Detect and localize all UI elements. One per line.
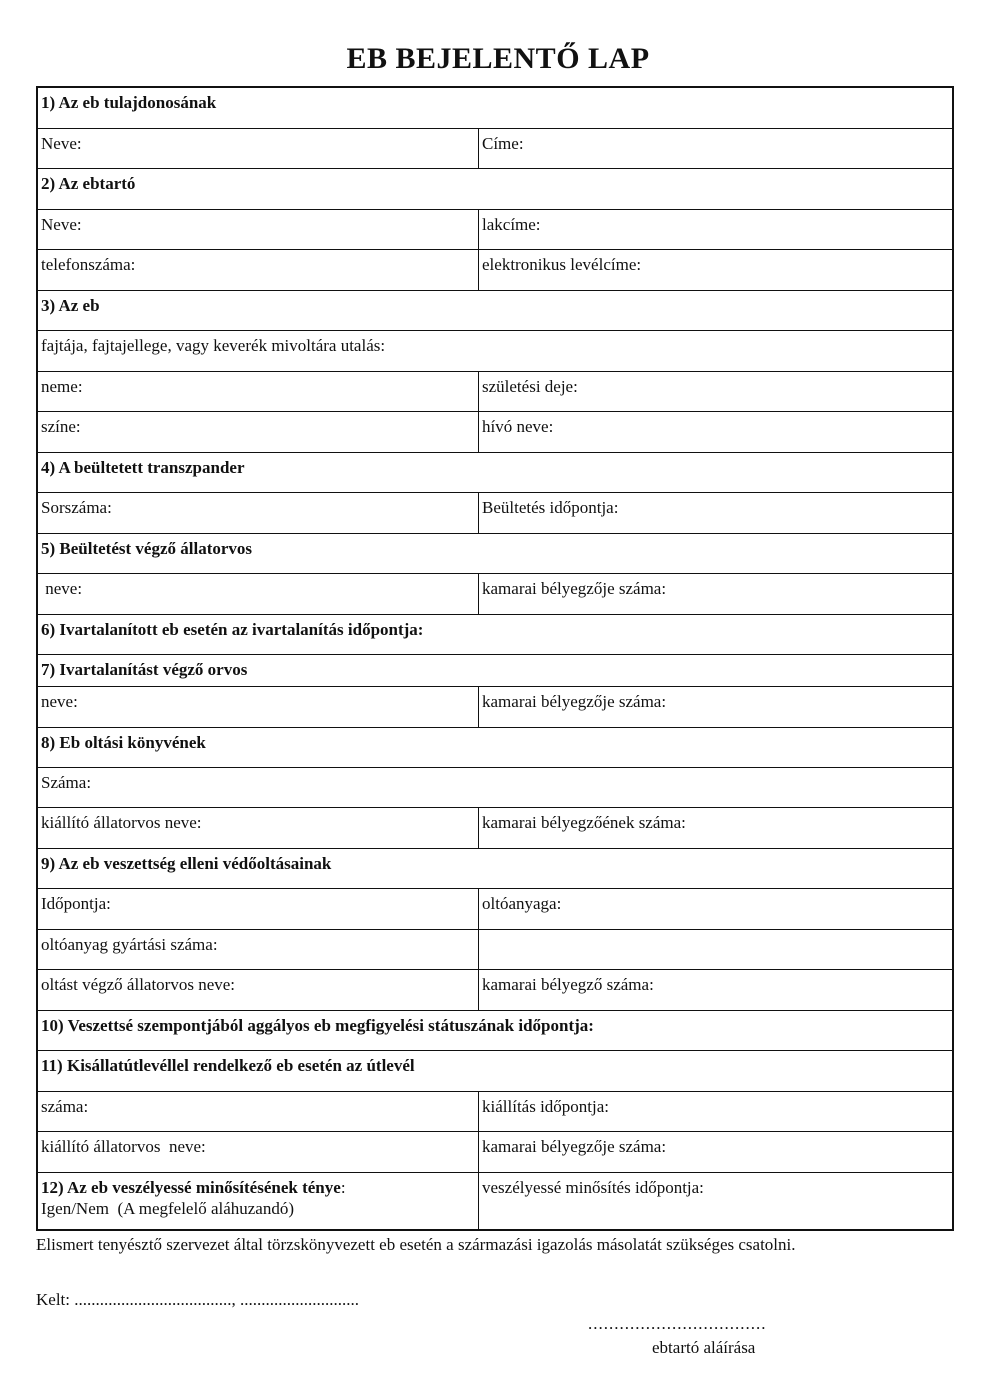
dangerous-status-field[interactable] <box>38 1173 479 1229</box>
section-11-title: 11) Kisállatútlevéllel rendelkező eb esetén az útlevél <box>41 1056 415 1075</box>
neuter-vet-stamp-field[interactable]: kamarai bélyegzője száma: <box>482 692 667 711</box>
section-3-header <box>38 290 952 330</box>
keeper-email-field[interactable]: elektronikus levélcíme: <box>482 255 642 274</box>
passport-issue-date-field[interactable]: kiállítás időpontja: <box>482 1097 610 1116</box>
dangerous-status-label: 12) Az eb veszélyessé minősítésének ténye <box>41 1178 341 1197</box>
dangerous-row <box>38 1172 952 1229</box>
passport-row-1 <box>38 1091 952 1131</box>
section-2-title: 2) Az ebtartó <box>41 174 136 193</box>
vaccination-book-vet-row <box>38 807 952 848</box>
section-1-title: 1) Az eb tulajdonosának <box>41 93 217 112</box>
dog-breed-field[interactable]: fajtája, fajtajellege, vagy keverék mivoltára utalás: <box>41 336 386 355</box>
dog-sex-field[interactable]: neme: <box>38 372 479 411</box>
neuter-vet-name-field[interactable]: neve: <box>38 687 479 727</box>
section-1-header <box>38 88 952 128</box>
dog-callname-field[interactable]: hívó neve: <box>482 417 554 436</box>
section-9-header <box>38 848 952 888</box>
section-8-title: 8) Eb oltási könyvének <box>41 733 206 752</box>
section-5-header <box>38 533 952 573</box>
passport-row-2 <box>38 1131 952 1172</box>
rabies-date-field[interactable]: Időpontja: <box>38 889 479 929</box>
page-title: EB BEJELENTŐ LAP <box>346 42 650 75</box>
vaccination-book-vet-field[interactable]: kiállító állatorvos neve: <box>38 808 479 848</box>
rabies-stamp-field[interactable]: kamarai bélyegző száma: <box>482 975 654 994</box>
implant-vet-name-field[interactable]: neve: <box>38 574 479 614</box>
keeper-row-2 <box>38 249 952 290</box>
rabies-batch-field[interactable]: oltóanyag gyártási száma: <box>38 930 479 969</box>
rabies-row-3 <box>38 969 952 1010</box>
owner-address-field[interactable]: Címe: <box>482 134 524 153</box>
registration-form-table <box>36 86 954 1231</box>
rabies-row-1 <box>38 888 952 929</box>
dog-breed-row <box>38 330 952 371</box>
section-10-header <box>38 1010 952 1050</box>
rabies-row-2 <box>38 929 952 969</box>
keeper-name-field[interactable]: Neve: <box>38 210 479 249</box>
dog-color-field[interactable]: színe: <box>38 412 479 452</box>
implant-vet-row <box>38 573 952 614</box>
neuter-vet-row <box>38 686 952 727</box>
keeper-address-field[interactable]: lakcíme: <box>482 215 541 234</box>
dangerous-status-colon: : <box>340 1178 346 1197</box>
transponder-date-field[interactable]: Beültetés időpontja: <box>482 498 619 517</box>
rabies-empty-cell[interactable] <box>479 930 952 969</box>
keeper-row-1 <box>38 209 952 249</box>
section-9-title: 9) Az eb veszettség elleni védőoltásainak <box>41 854 332 873</box>
section-11-header <box>38 1050 952 1091</box>
owner-row <box>38 128 952 168</box>
date-place-field[interactable]: Kelt: ....................................., ............................ <box>36 1290 359 1309</box>
section-5-title: 5) Beültetést végző állatorvos <box>41 539 253 558</box>
section-2-header <box>38 168 952 209</box>
signature-line[interactable]: .................................. <box>588 1314 767 1333</box>
vaccination-book-number-row <box>38 767 952 807</box>
section-7-title: 7) Ivartalanítást végző orvos <box>41 660 248 679</box>
section-4-title: 4) A beültetett transzpander <box>41 458 245 477</box>
dog-birth-field[interactable]: születési deje: <box>482 377 578 396</box>
section-3-title: 3) Az eb <box>41 296 100 315</box>
signature-label: ebtartó aláírása <box>652 1338 756 1357</box>
dangerous-status-options[interactable]: Igen/Nem (A megfelelő aláhuzandó) <box>41 1199 295 1218</box>
keeper-phone-field[interactable]: telefonszáma: <box>38 250 479 290</box>
section-10-title[interactable]: 10) Veszettsé szempontjából aggályos eb megfigyelési státuszának időpontja: <box>41 1016 594 1035</box>
rabies-vaccine-field[interactable]: oltóanyaga: <box>482 894 562 913</box>
passport-vet-field[interactable]: kiállító állatorvos neve: <box>38 1132 479 1172</box>
section-7-header <box>38 654 952 686</box>
section-8-header <box>38 727 952 767</box>
section-6-title[interactable]: 6) Ivartalanított eb esetén az ivartalanítás időpontja: <box>41 620 424 639</box>
section-6-header <box>38 614 952 654</box>
transponder-row <box>38 492 952 533</box>
section-4-header <box>38 452 952 492</box>
passport-number-field[interactable]: száma: <box>38 1092 479 1131</box>
transponder-serial-field[interactable]: Sorszáma: <box>38 493 479 533</box>
rabies-vet-field[interactable]: oltást végző állatorvos neve: <box>38 970 479 1010</box>
dog-row-2 <box>38 411 952 452</box>
dangerous-date-field[interactable]: veszélyessé minősítés időpontja: <box>482 1178 704 1197</box>
dog-row-1 <box>38 371 952 411</box>
pedigree-note: Elismert tenyésztő szervezet által törzskönyvezett eb esetén a származási igazolás másolatát szükséges csatolni. <box>36 1235 796 1254</box>
vaccination-book-stamp-field[interactable]: kamarai bélyegzőének száma: <box>482 813 686 832</box>
vaccination-book-number-field[interactable]: Száma: <box>41 773 92 792</box>
owner-name-field[interactable]: Neve: <box>38 129 479 168</box>
passport-stamp-field[interactable]: kamarai bélyegzője száma: <box>482 1137 667 1156</box>
implant-vet-stamp-field[interactable]: kamarai bélyegzője száma: <box>482 579 667 598</box>
